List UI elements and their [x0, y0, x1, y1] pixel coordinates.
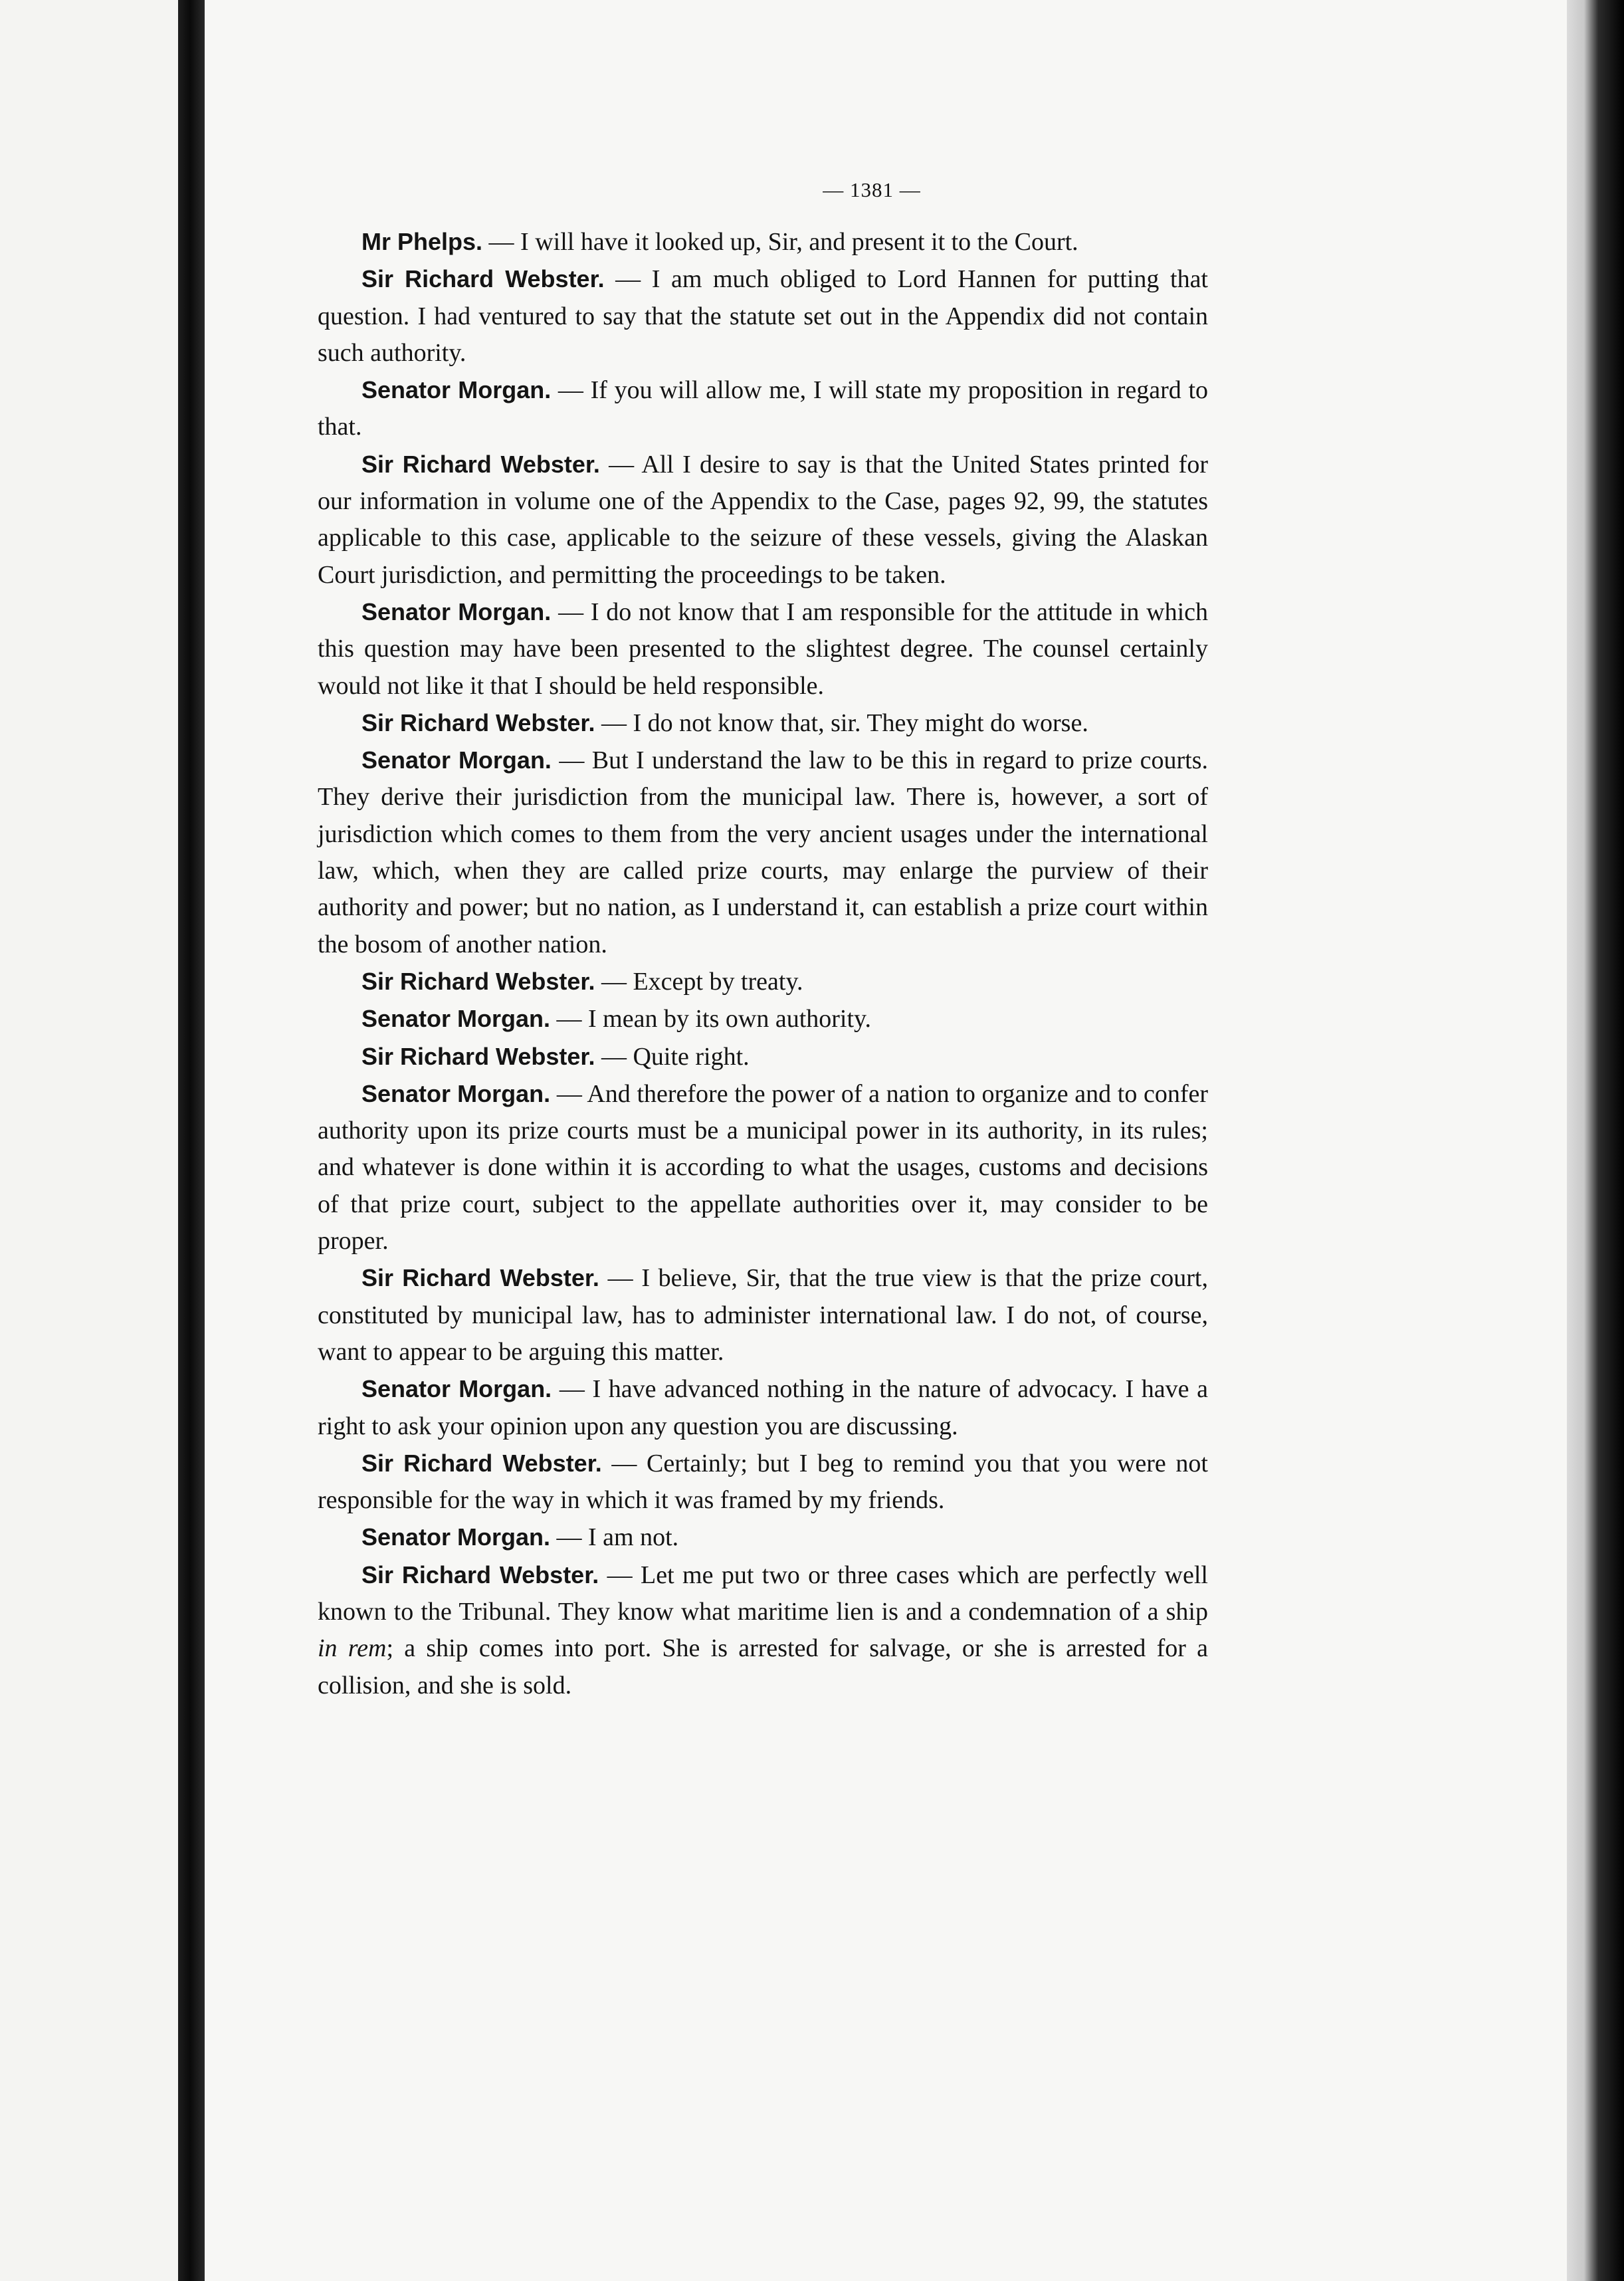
speaker-name: Senator Morgan. — [361, 1375, 552, 1403]
speech-text: — I have advanced nothing in the nature of advocacy. I have a right to ask your opinion upon any question you are discussing. — [318, 1375, 1209, 1440]
speaker-name: Senator Morgan. — [361, 746, 552, 774]
speech-text: — But I understand the law to be this in regard to prize courts. They derive their jurisdiction from the municipal law. There is, however, a sort of jurisdiction which comes to them from the very ancient usages under the international law, which, when they are called prize courts, may enlarge the purview of their authority and power; but no nation, as I understand it, can establish a prize court within the bosom of another nation. — [318, 746, 1208, 958]
speech-text: — I mean by its own authority. — [550, 1005, 872, 1033]
transcript-paragraph — [318, 446, 1208, 594]
speech-text: — I will have it looked up, Sir, and present it to the Court. — [482, 228, 1078, 256]
speaker-name: Senator Morgan. — [361, 597, 552, 625]
transcript-paragraph — [318, 742, 1208, 963]
page-number-text: — 1381 — — [823, 178, 921, 201]
transcript-paragraph — [318, 1259, 1208, 1370]
transcript-paragraph — [318, 261, 1208, 372]
speech-text: — Let me put two or three cases which are perfectly well known to the Tribunal. They know what maritime lien is and a condemnation of a ship — [318, 1561, 1208, 1626]
speaker-name: Sir Richard Webster. — [361, 967, 595, 995]
transcript-paragraph — [318, 1075, 1208, 1259]
speech-text: — I do not know that I am responsible for the attitude in which this question may have been presented to the slightest degree. The counsel certainly would not like it that I should be held responsible. — [318, 597, 1209, 700]
speaker-name: Sir Richard Webster. — [361, 265, 605, 293]
speaker-name: Senator Morgan. — [361, 1079, 551, 1107]
transcript-paragraph — [318, 1445, 1208, 1519]
page-edges — [1567, 0, 1624, 2281]
speech-text: — I believe, Sir, that the true view is that the prize court, constituted by municipal law, has to administer international law. I do not, of course, want to appear to be arguing this matter. — [318, 1264, 1208, 1366]
speaker-name: Sir Richard Webster. — [361, 708, 595, 736]
transcript-paragraph — [318, 223, 1208, 261]
speaker-name: Senator Morgan. — [361, 1523, 551, 1551]
left-page — [0, 0, 178, 2281]
speech-text: — If you will allow me, I will state my proposition in regard to that. — [318, 376, 1208, 441]
speaker-name: Senator Morgan. — [361, 1005, 551, 1033]
speech-text: — Quite right. — [595, 1042, 750, 1071]
transcript-paragraph — [318, 1038, 1208, 1075]
transcript-paragraph — [318, 963, 1208, 1000]
italic-term: in rem — [318, 1634, 387, 1663]
book-gutter — [178, 0, 205, 2281]
transcript-paragraph — [318, 594, 1208, 705]
speaker-name: Mr Phelps. — [361, 228, 483, 255]
transcript-paragraph — [318, 1370, 1208, 1445]
speaker-name: Sir Richard Webster. — [361, 450, 600, 478]
speech-text: — All I desire to say is that the United States printed for our information in volume one of the Appendix to the Case, pages 92, 99, the statutes applicable to this case, applicable to the seizure of these vessels, giving the Alaskan Court jurisdiction, and permitting the proceedings to be taken. — [318, 450, 1208, 589]
transcript-paragraph — [318, 1557, 1208, 1704]
speaker-name: Sir Richard Webster. — [361, 1449, 602, 1477]
speaker-name: Senator Morgan. — [361, 376, 552, 404]
transcript-paragraph — [318, 705, 1208, 742]
speech-text: — I do not know that, sir. They might do worse. — [595, 708, 1088, 737]
speech-text: — I am not. — [550, 1523, 679, 1552]
speaker-name: Sir Richard Webster. — [361, 1264, 599, 1292]
speech-text: ; a ship comes into port. She is arrested for salvage, or she is arrested for a collision, and she is sold. — [318, 1634, 1209, 1699]
page-number — [0, 178, 1624, 202]
transcript-paragraph — [318, 1519, 1208, 1556]
speech-text: — Certainly; but I beg to remind you that you were not responsible for the way in which it was framed by my friends. — [318, 1449, 1208, 1515]
transcript-text — [318, 223, 1208, 1704]
transcript-paragraph — [318, 1000, 1208, 1037]
speaker-name: Sir Richard Webster. — [361, 1042, 595, 1070]
transcript-paragraph — [318, 372, 1208, 446]
speaker-name: Sir Richard Webster. — [361, 1561, 599, 1588]
speech-text: — I am much obliged to Lord Hannen for putting that question. I had ventured to say that the statute set out in the Appendix did not contain such authority. — [318, 265, 1208, 367]
speech-text: — And therefore the power of a nation to organize and to confer authority upon its prize courts must be a municipal power in its authority, in its rules; and whatever is done within it is according to what the usages, customs and decisions of that prize court, subject to the appellate authorities over it, may consider to be proper. — [318, 1079, 1208, 1255]
speech-text: — Except by treaty. — [595, 967, 803, 996]
